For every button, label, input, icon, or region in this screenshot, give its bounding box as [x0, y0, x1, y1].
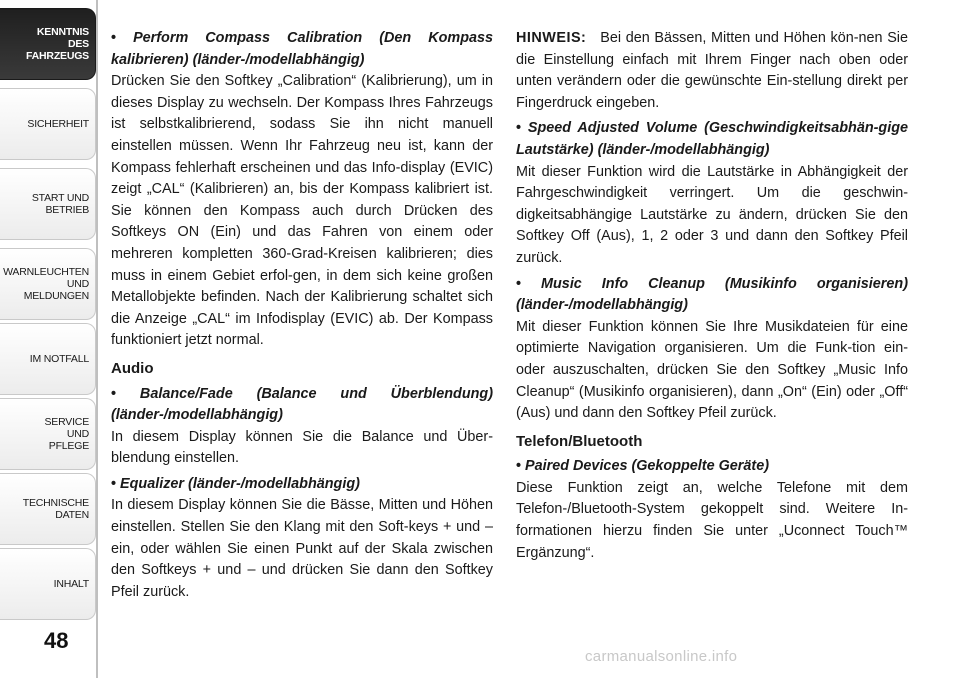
- bullet-icon: •: [111, 30, 117, 46]
- right-column: [516, 28, 908, 564]
- equalizer-title: Equalizer (länder-/modellabhängig): [120, 475, 360, 492]
- audio-heading: Audio: [111, 359, 154, 377]
- tab-label-line: SERVICE: [44, 416, 89, 428]
- note-body: Bei den Bässen, Mitten und Höhen kön-nen Sie die Einstellung einfach mit Ihrem Finger nach oben oder unten verändern oder die gewünschte Ein-stellung direkt per Fingerdruck eingeben.: [516, 30, 909, 111]
- compass-title: Perform Compass Calibration (Den Kompass kalibrieren) (länder-/modellabhängig): [111, 30, 493, 68]
- bullet-icon: •: [516, 120, 522, 137]
- tab-label-line: PFLEGE: [48, 440, 89, 452]
- tab-service-und-pflege[interactable]: [0, 398, 96, 470]
- tab-sicherheit[interactable]: [0, 88, 96, 160]
- watermark: carmanualsonline.info: [585, 648, 738, 665]
- tab-label-line: WARNLEUCHTEN: [3, 266, 89, 278]
- tab-label-line: UND: [66, 428, 89, 440]
- tab-label-line: FAHRZEUGS: [26, 50, 89, 62]
- tab-label-line: MELDUNGEN: [23, 290, 89, 302]
- music-title: Music Info Cleanup (Musikinfo organisieren) (länder-/modellabhängig): [516, 275, 908, 314]
- tab-technische-daten[interactable]: [0, 473, 96, 545]
- page-number: 48: [44, 628, 69, 653]
- bullet-icon: •: [516, 275, 522, 292]
- tab-label-line: DES: [68, 38, 89, 50]
- balance-title: Balance/Fade (Balance und Überblendung) (länder-/modellabhängig): [111, 385, 493, 424]
- tab-label-line: BETRIEB: [45, 204, 89, 216]
- tab-label-line: DATEN: [55, 509, 89, 521]
- tab-label-line: UND: [66, 278, 89, 290]
- bullet-icon: •: [111, 475, 117, 492]
- note-label: HINWEIS:: [516, 30, 587, 46]
- bullet-heading: [111, 474, 493, 496]
- tab-kenntnis-des-fahrzeugs[interactable]: [0, 8, 96, 80]
- paired-body: Diese Funktion zeigt an, welche Telefone mit dem Telefon-/Bluetooth-System gekoppelt sind. Weitere In-formationen hierzu finden Sie unter „Uconnect Touch™ Ergänzung“.: [516, 479, 908, 561]
- tab-start-und-betrieb[interactable]: [0, 168, 96, 240]
- bullet-icon: •: [516, 458, 522, 475]
- bullet-heading: [111, 384, 493, 427]
- tab-warnleuchten-und-meldungen[interactable]: [0, 248, 96, 320]
- bullet-heading: [516, 274, 908, 317]
- phone-heading: Telefon/Bluetooth: [516, 432, 643, 450]
- chapter-sidebar: [0, 0, 98, 678]
- compass-body: Drücken Sie den Softkey „Calibration“ (Kalibrierung), um in dieses Display zu wechseln. Der Kompass Ihres Fahrzeugs ist selbstkalibrierend, sodass Sie ihn nicht manuell einstellen müssen. Wenn Ihr Fahrzeug neu ist, kann der Kompass fehlerhaft erscheinen und das Info-display (EVIC) zeigt „CAL“ (Kalibrieren) an, bis der Kompass kalibriert ist. Sie können den Kompass auch durch Drücken des Softkeys ON (Ein) und das Fahren von einem oder mehreren kompletten 360-Grad-Kreisen kalibrieren; dies muss in einem Gebiet erfol-gen, in dem sich keine großen Metallobjekte befinden. Nach der Kalibrierung schaltet sich die Anzeige „CAL“ im Infodisplay (EVIC) ab. Der Kompass funktioniert jetzt normal.: [111, 73, 493, 349]
- tab-label-line: START UND: [31, 192, 89, 204]
- tab-label-line: INHALT: [53, 578, 89, 590]
- balance-body: In diesem Display können Sie die Balance und Über-blendung einstellen.: [111, 428, 493, 467]
- tab-label-line: KENNTNIS: [36, 26, 89, 38]
- equalizer-body: In diesem Display können Sie die Bässe, Mitten und Höhen einstellen. Stellen Sie den Klang mit den Soft-keys + und – ein, oder wählen Sie einen Punkt auf der Skala zwischen den Softkeys + und – und drücken Sie dann den Softkey Pfeil zurück.: [111, 497, 493, 600]
- bullet-heading: [516, 118, 908, 161]
- tab-label-line: SICHERHEIT: [27, 118, 89, 130]
- speed-title: Speed Adjusted Volume (Geschwindigkeitsabhän-gige Lautstärke) (länder-/modellabhängig): [516, 120, 908, 158]
- music-body: Mit dieser Funktion können Sie Ihre Musikdateien für eine optimierte Navigation organisieren. Um die Funk-tion ein- oder auszuschalten, drücken Sie den Softkey „Music Info Cleanup“ (Musikinfo organisieren), dann „On“ (Ein) oder „Off“ (Aus) und dann den Softkey Pfeil zurück.: [516, 318, 908, 422]
- tab-label-line: IM NOTFALL: [29, 353, 89, 365]
- bullet-heading: [111, 28, 493, 71]
- speed-body: Mit dieser Funktion wird die Lautstärke in Abhängigkeit der Fahrgeschwindigkeit verringert. Um die geschwin-digkeitsabhängige Lautstärke zu ändern, drücken Sie den Softkey Off (Aus), 1, 2 oder 3 und dann den Softkey Pfeil zurück.: [516, 163, 908, 266]
- bullet-heading: [516, 456, 908, 478]
- bullet-icon: •: [111, 385, 117, 402]
- tab-inhalt[interactable]: [0, 548, 96, 620]
- left-column: [111, 28, 493, 603]
- note-paragraph: [516, 28, 908, 114]
- tab-im-notfall[interactable]: [0, 323, 96, 395]
- paired-title: Paired Devices (Gekoppelte Geräte): [525, 458, 769, 475]
- tab-label-line: TECHNISCHE: [22, 497, 89, 509]
